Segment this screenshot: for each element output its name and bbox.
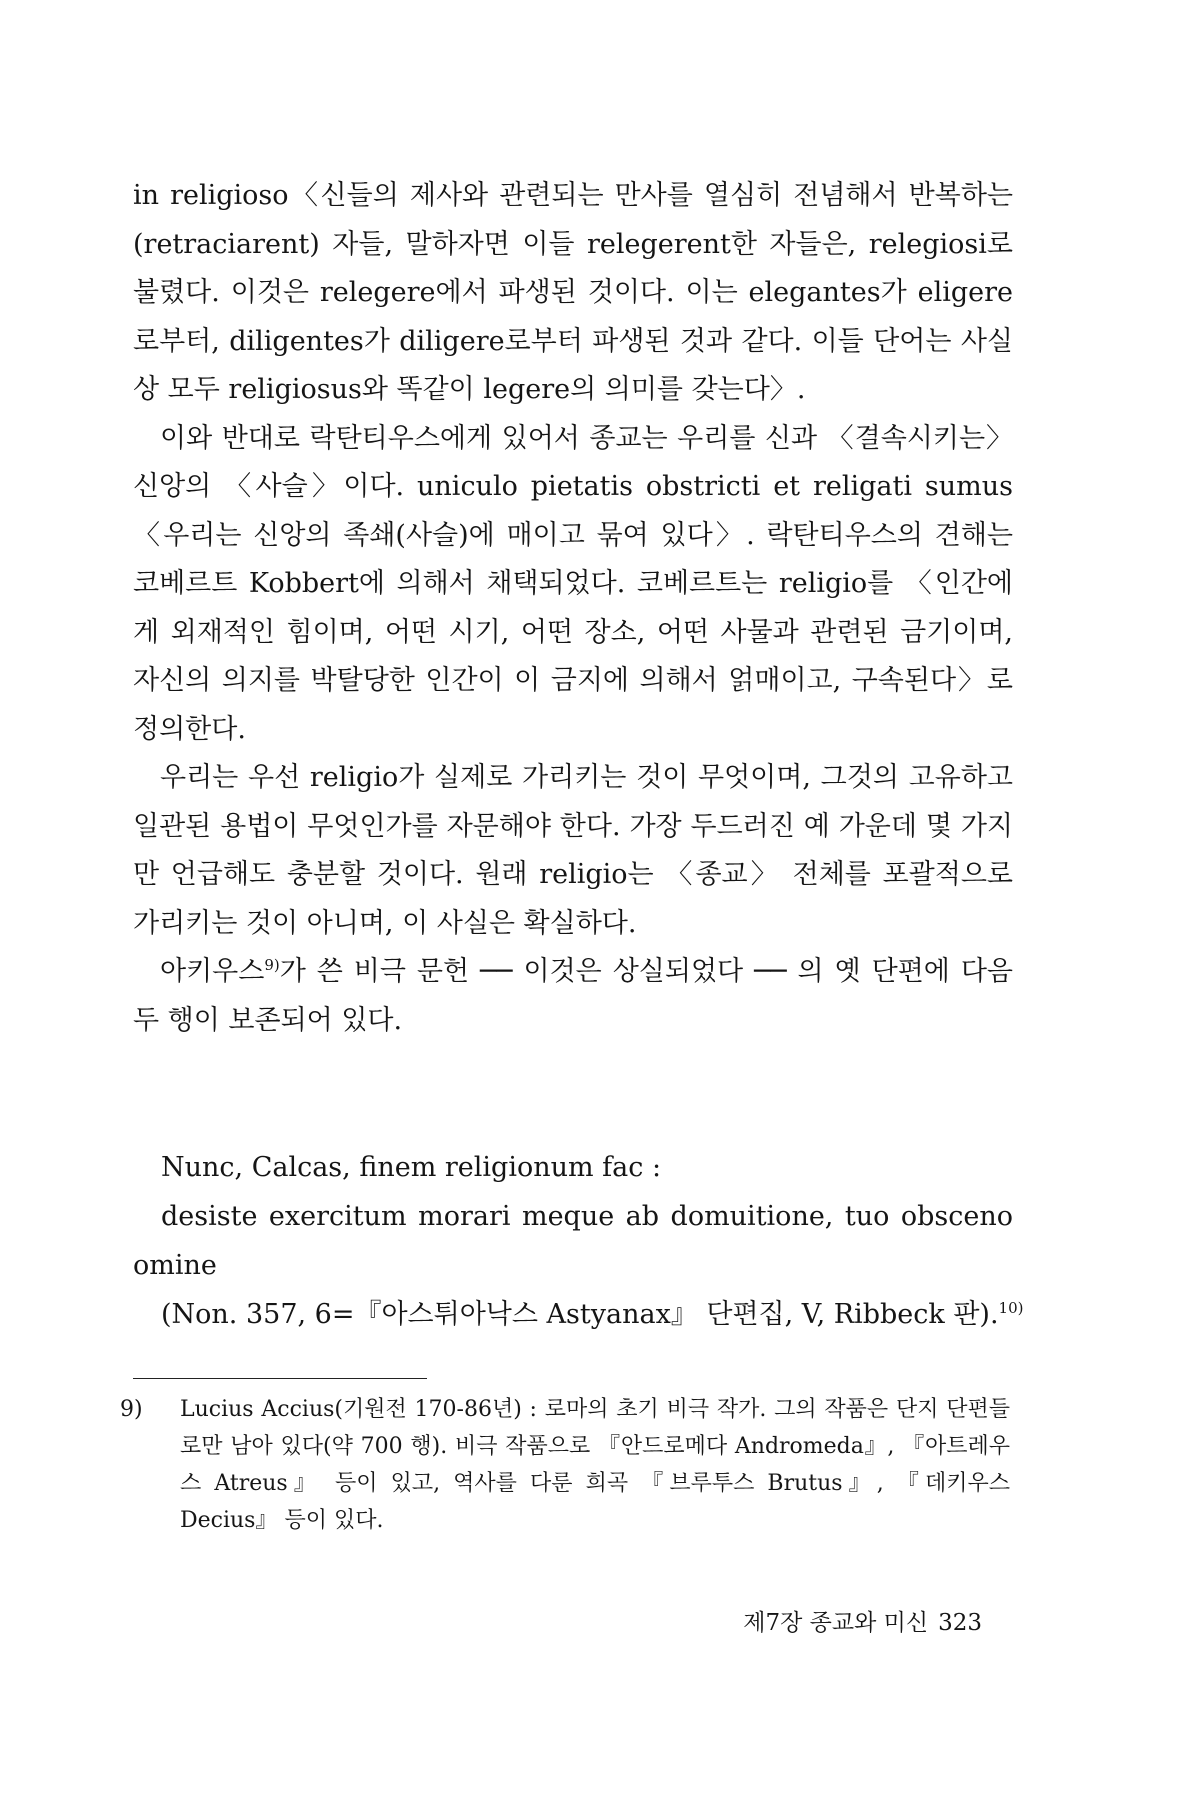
quote-line-1: Nunc, Calcas, finem religionum fac : (161, 1152, 662, 1183)
chapter-title: 제7장 종교와 미신 (743, 1610, 929, 1636)
footnote-number: 9) (120, 1397, 143, 1422)
paragraph-1: in religioso〈신들의 제사와 관련되는 만사를 열심히 전념해서 반복하는 (retraciarent) 자들, 말하자면 이들 relegerent한 자들은, relegiosi로 불렸다. 이것은 relegere에서 파생된 것이다. 이는 elegantes가 eligere로부터, diligentes가 diligere로부터 파생된 것과 같다. 이들 단어는 사실상 모두 religiosus와 똑같이 legere의 의미를 갖는다〉. (133, 180, 1013, 405)
quote-line-3: omine (133, 1250, 217, 1281)
citation-text: (Non. 357, 6=『아스튀아낙스 Astyanax』 단편집, V, Ribbeck 판). (161, 1299, 999, 1330)
page-number: 323 (938, 1610, 982, 1636)
paragraph-3: 우리는 우선 religio가 실제로 가리키는 것이 무엇이며, 그것의 고유하고 일관된 용법이 무엇인가를 자문해야 한다. 가장 두드러진 예 가운데 몇 가지만 언급해도 충분할 것이다. 원래 religio는 〈종교〉 전체를 포괄적으로 가리키는 것이 아니며, 이 사실은 확실하다. (133, 762, 1013, 939)
quote-word: morari (418, 1201, 511, 1232)
body-text (133, 172, 1013, 1045)
quote-line-2 (133, 1192, 1013, 1241)
quote-word: obsceno (900, 1201, 1013, 1232)
footnote-9 (120, 1391, 1010, 1539)
quote-word: meque (521, 1201, 615, 1232)
quote-word: exercitum (268, 1201, 407, 1232)
footnote-text: Lucius Accius(기원전 170-86년) : 로마의 초기 비극 작가. 그의 작품은 단지 단편들로만 남아 있다(약 700 행). 비극 작품으로 『안드로메다 Andromeda』, 『아트레우스 Atreus』 등이 있고, 역사를 다룬 희곡 『브루투스 Brutus』, 『데키우스 Decius』 등이 있다. (180, 1397, 1010, 1533)
quote-word: domuitione, (670, 1201, 834, 1232)
quote-word: ab (625, 1201, 660, 1232)
footnote-reference-9[interactable]: 9) (264, 956, 280, 974)
quote-word: desiste (161, 1201, 258, 1232)
footnote-body (120, 1391, 1010, 1539)
footnote-reference-10[interactable]: 10) (998, 1299, 1024, 1317)
paragraph-4-rest: 가 쓴 비극 문헌 ── 이것은 상실되었다 ── 의 옛 단편에 다음 두 행이 보존되어 있다. (133, 956, 1013, 1036)
paragraph-4 (133, 948, 1013, 1045)
paragraph-2: 이와 반대로 락탄티우스에게 있어서 종교는 우리를 신과 〈결속시키는〉 신앙의 〈사슬〉이다. uniculo pietatis obstricti et religati sumus〈우리는 신앙의 족쇄(사슬)에 매이고 묶여 있다〉. 락탄티우스의 견해는 코베르트 Kobbert에 의해서 채택되었다. 코베르트는 religio를 〈인간에게 외재적인 힘이며, 어떤 시기, 어떤 장소, 어떤 사물과 관련된 금기이며, 자신의 의지를 박탈당한 인간이 이 금지에 의해서 얽매이고, 구속된다〉로 정의한다. (133, 422, 1013, 745)
latin-quotation (133, 1143, 1024, 1339)
footnote-divider (133, 1378, 427, 1379)
paragraph-4-lead: 아키우스 (160, 956, 265, 987)
quote-word: tuo (844, 1201, 890, 1232)
running-footer (743, 1604, 982, 1637)
quote-citation (133, 1290, 1024, 1339)
